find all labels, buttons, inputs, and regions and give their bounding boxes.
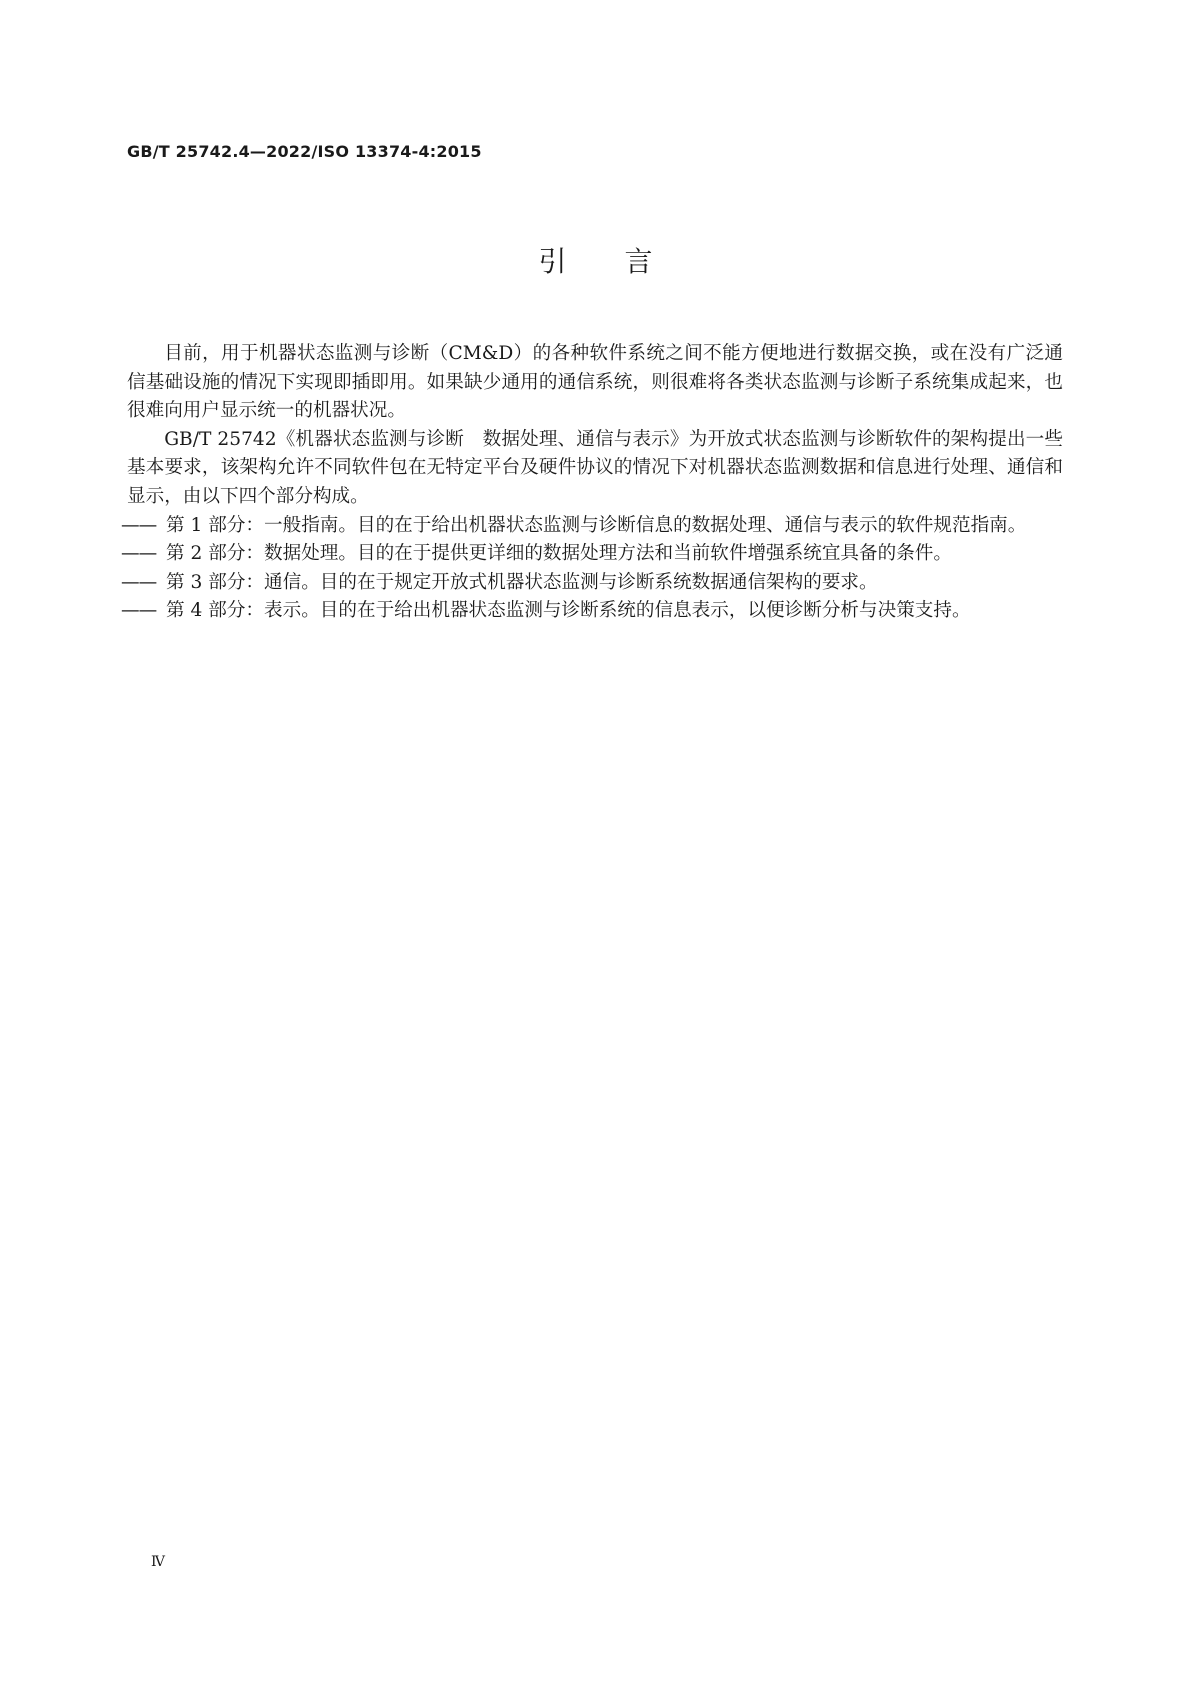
intro-paragraph-2: GB/T 25742《机器状态监测与诊断 数据处理、通信与表示》为开放式状态监测与诊断软件的架构提出一些基本要求，该架构允许不同软件包在无特定平台及硬件协议的情况下对机器状态监测数据和信息进行处理、通信和显示，由以下四个部分构成。: [127, 428, 1063, 507]
list-item-part-1: —— 第 1 部分：一般指南。目的在于给出机器状态监测与诊断信息的数据处理、通信与表示的软件规范指南。: [121, 514, 1027, 536]
list-item-part-3: —— 第 3 部分：通信。目的在于规定开放式机器状态监测与诊断系统数据通信架构的要求。: [121, 571, 878, 593]
list-item-part-2: —— 第 2 部分：数据处理。目的在于提供更详细的数据处理方法和当前软件增强系统宜具备的条件。: [121, 543, 952, 565]
list-item-text: 第 4 部分：表示。目的在于给出机器状态监测与诊断系统的信息表示，以便诊断分析与决策支持。: [166, 600, 971, 622]
list-item-text: 第 1 部分：一般指南。目的在于给出机器状态监测与诊断信息的数据处理、通信与表示的软件规范指南。: [166, 514, 1027, 536]
list-item-text: 第 2 部分：数据处理。目的在于提供更详细的数据处理方法和当前软件增强系统宜具备的条件。: [166, 543, 952, 565]
intro-paragraph-1: 目前，用于机器状态监测与诊断（CM&D）的各种软件系统之间不能方便地进行数据交换，或在没有广泛通信基础设施的情况下实现即插即用。如果缺少通用的通信系统，则很难将各类状态监测与诊断子系统集成起来，也很难向用户显示统一的机器状况。: [127, 343, 1063, 422]
list-item-part-4: —— 第 4 部分：表示。目的在于给出机器状态监测与诊断系统的信息表示，以便诊断分析与决策支持。: [121, 600, 971, 622]
document-body: [121, 340, 1063, 626]
list-item-text: 第 3 部分：通信。目的在于规定开放式机器状态监测与诊断系统数据通信架构的要求。: [166, 571, 878, 593]
page-title: 引言: [538, 245, 711, 278]
page-number: Ⅳ: [151, 1554, 165, 1570]
standard-code-header: GB/T 25742.4—2022/ISO 13374-4:2015: [127, 142, 482, 161]
